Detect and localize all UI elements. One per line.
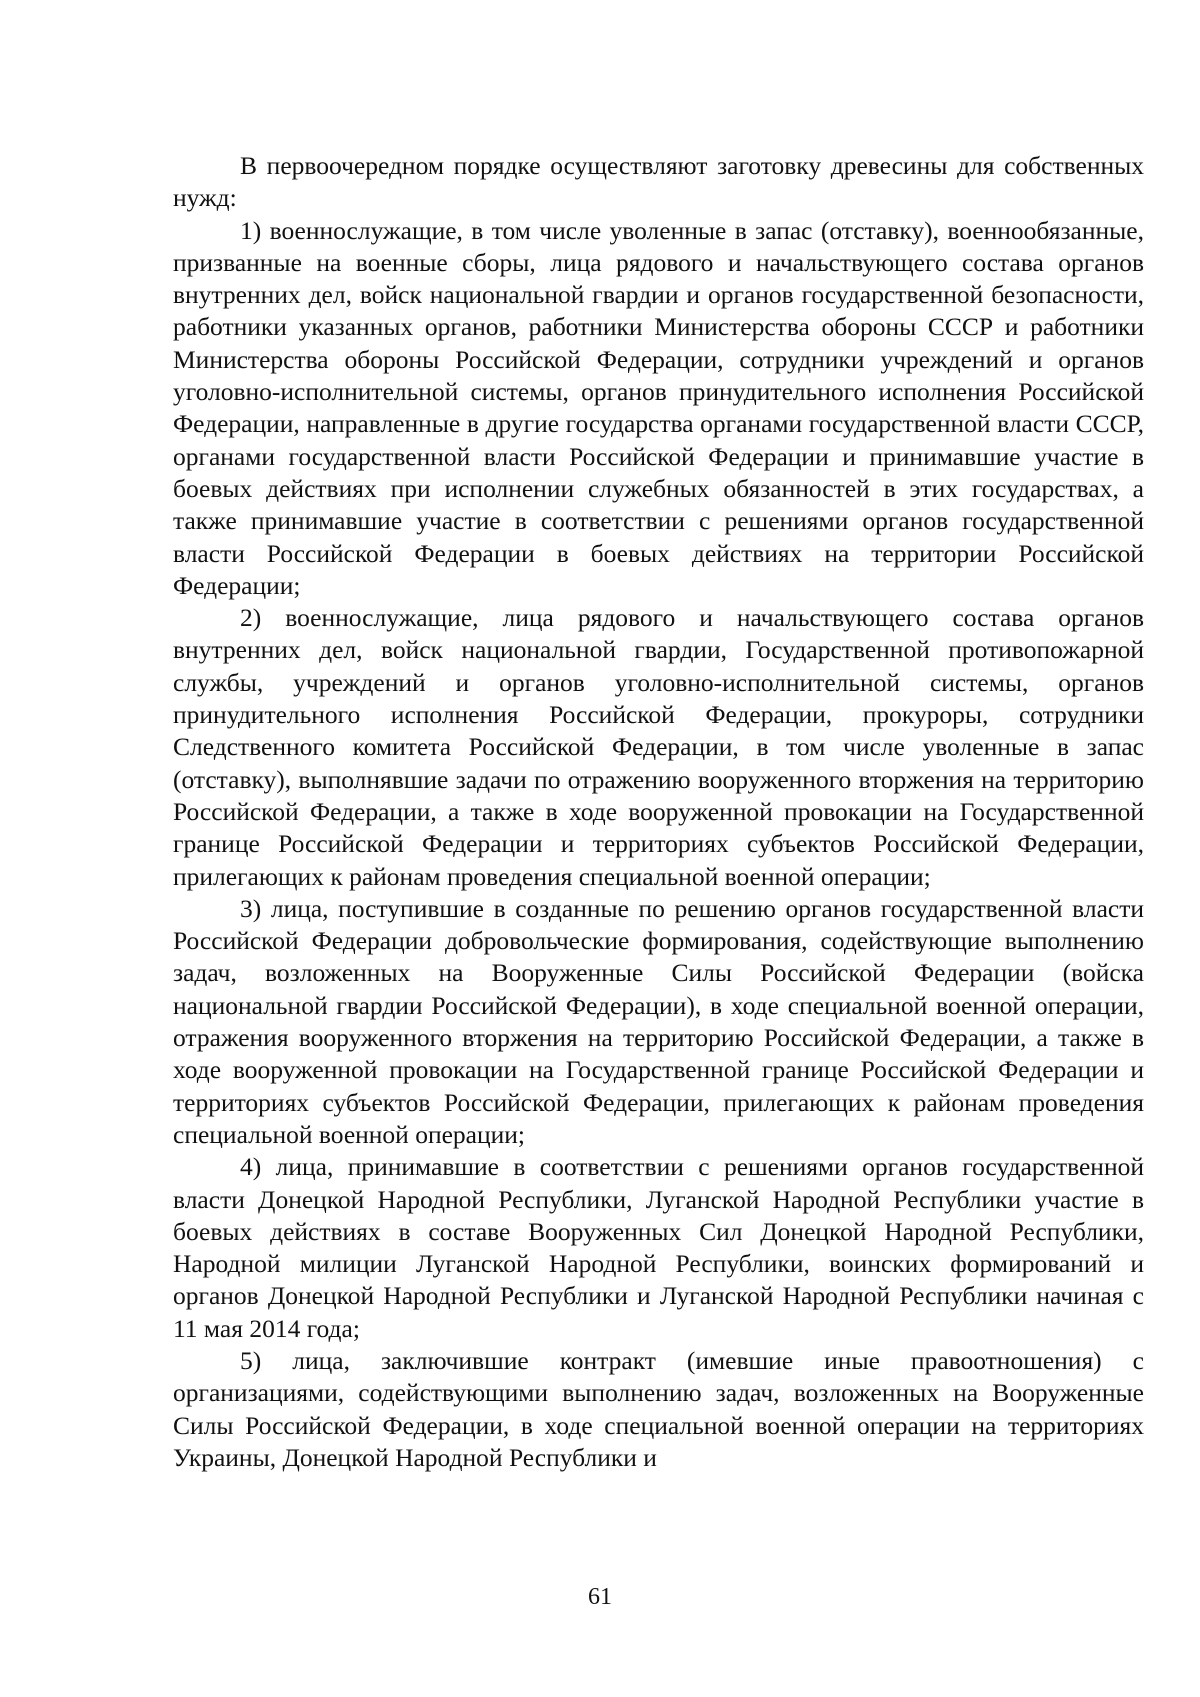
intro-paragraph: В первоочередном порядке осуществляют заготовку древесины для собственных нужд: xyxy=(173,151,1144,213)
list-item-4: 4) лица, принимавшие в соответствии с решениями органов государственной власти Донецкой Народной Республики, Луганской Народной Республики участие в боевых действиях в составе Вооруженных Сил Донецкой Народной Республики, Народной милиции Луганской Народной Республики, воинских формирований и органов Донецкой Народной Республики и Луганской Народной Республики начиная с 11 мая 2014 года; xyxy=(173,1152,1144,1343)
document-body xyxy=(173,150,1144,1474)
list-item-1: 1) военнослужащие, в том числе уволенные в запас (отставку), военнообязанные, призванные на военные сборы, лица рядового и начальствующего состава органов внутренних дел, войск национальной гвардии и органов государственной безопасности, работники указанных органов, работники Министерства обороны СССР и работники Министерства обороны Российской Федерации, сотрудники учреждений и органов уголовно-исполнительной системы, органов принудительного исполнения Российской Федерации, направленные в другие государства органами государственной власти СССР, органами государственной власти Российской Федерации и принимавшие участие в боевых действиях при исполнении служебных обязанностей в этих государствах, а также принимавшие участие в соответствии с решениями органов государственной власти Российской Федерации в боевых действиях на территории Российской Федерации; xyxy=(173,215,1144,600)
list-item-2: 2) военнослужащие, лица рядового и начальствующего состава органов внутренних дел, войск национальной гвардии, Государственной противопожарной службы, учреждений и органов уголовно-исполнительной системы, органов принудительного исполнения Российской Федерации, прокуроры, сотрудники Следственного комитета Российской Федерации, в том числе уволенные в запас (отставку), выполнявшие задачи по отражению вооруженного вторжения на территорию Российской Федерации, а также в ходе вооруженной провокации на Государственной границе Российской Федерации и территориях субъектов Российской Федерации, прилегающих к районам проведения специальной военной операции; xyxy=(173,603,1144,891)
page-number: 61 xyxy=(588,1584,612,1610)
list-item-5: 5) лица, заключившие контракт (имевшие иные правоотношения) с организациями, содействующими выполнению задач, возложенных на Вооруженные Силы Российской Федерации, в ходе специальной военной операции на территориях Украины, Донецкой Народной Республики и xyxy=(173,1345,1144,1472)
list-item-3: 3) лица, поступившие в созданные по решению органов государственной власти Российской Федерации добровольческие формирования, содействующие выполнению задач, возложенных на Вооруженные Силы Российской Федерации (войска национальной гвардии Российской Федерации), в ходе специальной военной операции, отражения вооруженного вторжения на территорию Российской Федерации, а также в ходе вооруженной провокации на Государственной границе Российской Федерации и территориях субъектов Российской Федерации, прилегающих к районам проведения специальной военной операции; xyxy=(173,893,1144,1149)
